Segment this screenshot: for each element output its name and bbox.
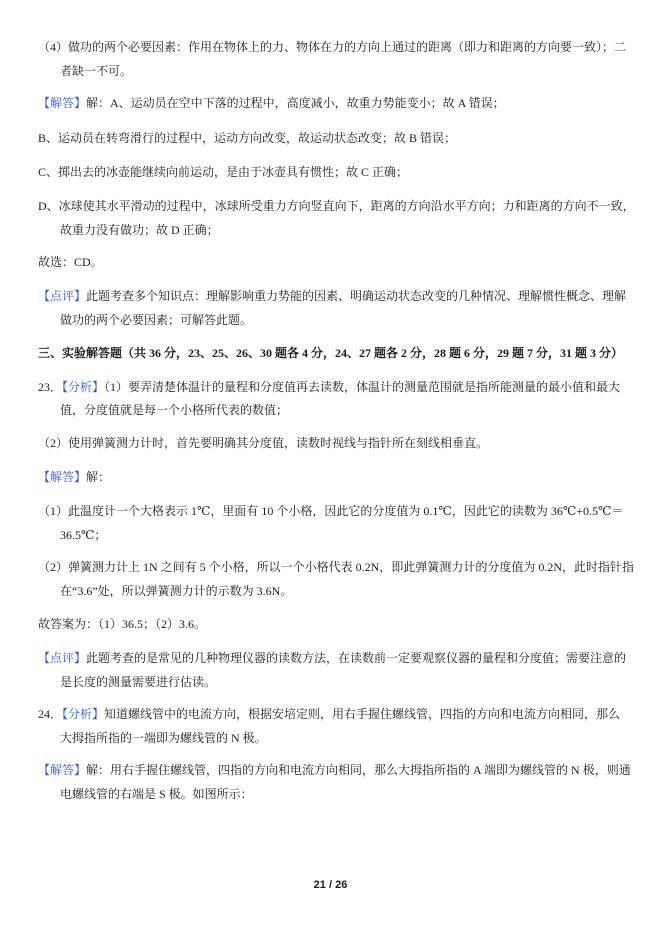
q23-answer-p1-line-2: 36.5℃； xyxy=(60,528,107,542)
analysis-label: 【分析】 xyxy=(62,707,105,721)
q24-answer-line-1 xyxy=(38,758,631,782)
prev-answer-line-b: B、运动员在转弯滑行的过程中，运动方向改变，故运动状态改变；故 B 错误； xyxy=(38,131,457,145)
q23-answer-intro xyxy=(38,465,110,489)
answer-text: 解：用右手握住螺线管，四指的方向和电流方向相同，那么大拇指所指的 A 端即为螺线管的 N 极，则通 xyxy=(86,763,631,777)
q23-review-line-1 xyxy=(38,646,626,670)
review-label: 【点评】 xyxy=(38,289,87,303)
q23-answer-p2-line-1: （2）弹簧测力计上 1N 之间有 5 个小格，所以一个小格代表 0.2N，即此弹簧测力计的分度值为 0.2N，此时指针指 xyxy=(38,560,635,574)
page-number: 21 / 26 xyxy=(313,879,348,891)
q24-number: 24． xyxy=(38,707,63,721)
q23-answer-p2-line-2: 在“3.6”处，所以弹簧测力计的示数为 3.6N。 xyxy=(60,584,293,598)
prev-answer-line-d1: D、冰球使其水平滑动的过程中，冰球所受重力方向竖直向下，距离的方向沿水平方向；力和距离的方向不一致， xyxy=(38,199,635,213)
prev-answer-line-c: C、掷出去的冰壶能继续向前运动，是由于冰壶具有惯性；故 C 正确； xyxy=(38,165,409,179)
analysis-label: 【分析】 xyxy=(62,380,105,394)
q23-number: 23． xyxy=(38,380,63,394)
analysis-text: 知道螺线管中的电流方向，根据安培定则，用右手握住螺线管，四指的方向和电流方向相同，那么 xyxy=(104,707,621,721)
prev-note-line-1: （4）做功的两个必要因素：作用在物体上的力、物体在力的方向上通过的距离（即力和距离的方向要一致）；二 xyxy=(38,40,627,54)
review-text: 此题考查的是常见的几种物理仪器的读数方法，在读数前一定要观察仪器的量程和分度值；需要注意的 xyxy=(86,651,627,665)
answer-label: 【解答】 xyxy=(38,763,87,777)
q23-final-answer: 故答案为：（1）36.5；（2）3.6。 xyxy=(38,617,207,631)
prev-note-line-2: 者缺一不可。 xyxy=(60,64,133,78)
answer-label: 【解答】 xyxy=(38,470,87,484)
q23-analysis-part-2: （2）使用弹簧测力计时，首先要明确其分度值，读数时视线与指针所在刻线相垂直。 xyxy=(38,436,489,450)
q23-analysis-line-1 xyxy=(38,375,620,399)
q24-answer-line-2: 电螺线管的右端是 S 极。如图所示： xyxy=(60,787,253,801)
prev-answer-line-d2: 故重力没有做功；故 D 正确； xyxy=(60,223,219,237)
q24-analysis-line-2: 大拇指所指的一端即为螺线管的 N 极。 xyxy=(60,731,267,745)
prev-review-line-1 xyxy=(38,284,626,308)
answer-label: 【解答】 xyxy=(38,96,87,110)
review-text: 此题考查多个知识点：理解影响重力势能的因素、明确运动状态改变的几种情况、理解惯性概念、理解 xyxy=(86,289,627,303)
prev-answer-choice: 故选：CD。 xyxy=(38,255,103,269)
review-label: 【点评】 xyxy=(38,651,87,665)
answer-text: 解：A、运动员在空中下落的过程中，高度减小，故重力势能变小；故 A 错误； xyxy=(86,96,505,110)
answer-text: 解： xyxy=(86,470,111,484)
q23-review-line-2: 是长度的测量需要进行估读。 xyxy=(60,675,217,689)
prev-answer-line-a xyxy=(38,91,505,115)
analysis-text: （1）要弄清楚体温计的量程和分度值再去读数，体温计的测量范围就是指所能测量的最小值和最大 xyxy=(104,380,621,394)
q23-analysis-line-2: 值，分度值就是每一个小格所代表的数值； xyxy=(60,403,289,417)
q23-answer-p1-line-1: （1）此温度计一个大格表示 1℃，里面有 10 个小格，因此它的分度值为 0.1℃，因此它的读数为 36℃+0.5℃＝ xyxy=(38,504,624,518)
q24-analysis-line-1 xyxy=(38,702,620,726)
section-heading: 三、实验解答题（共 36 分，23、25、26、30 题各 4 分，24、27 题各 2 分，28 题 6 分，29 题 7 分，31 题 3 分） xyxy=(38,346,624,360)
prev-review-line-2: 做功的两个必要因素；可解答此题。 xyxy=(60,313,253,327)
